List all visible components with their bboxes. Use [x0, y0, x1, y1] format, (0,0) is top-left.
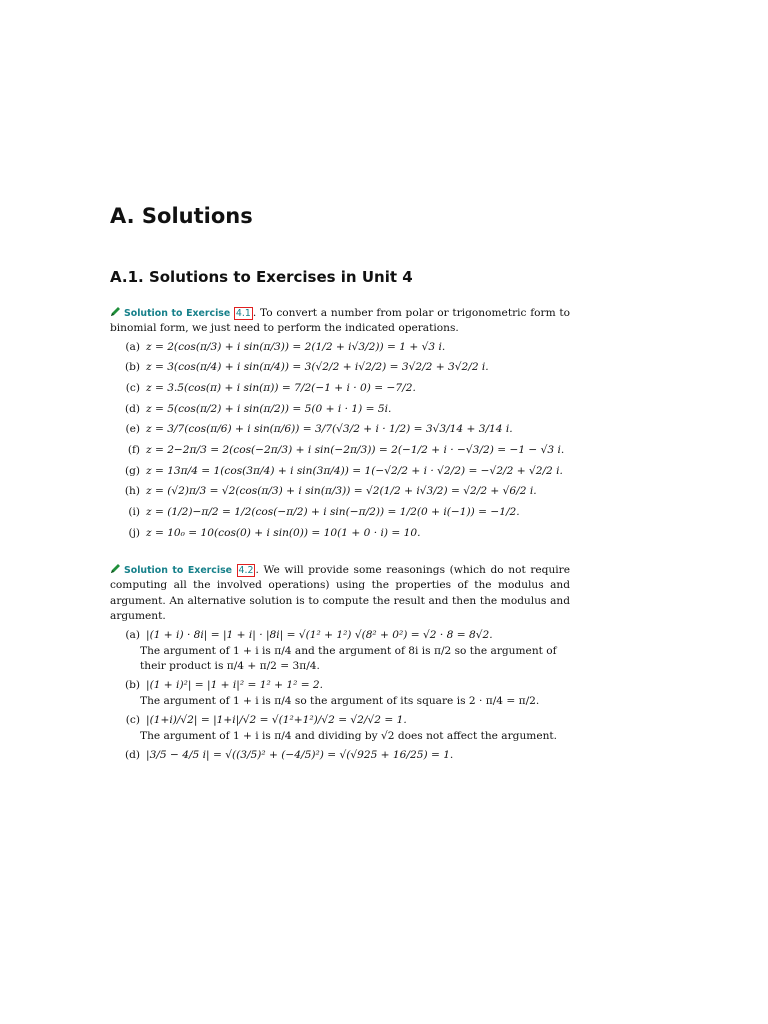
- solution-intro-text: . We will provide some reasonings (which do not require computing all the involved operations) using the properties of the modulus and argument. An alternative solution is to compute the result and then the modulus and argument.: [110, 564, 570, 622]
- list-item: [110, 440, 570, 461]
- answer-row: [110, 711, 570, 729]
- argument-note: The argument of 1 + i is π/4 and dividing by √2 does not affect the argument.: [140, 730, 558, 743]
- item-label: (h): [124, 485, 140, 498]
- argument-note: The argument of 1 + i is π/4 so the argument of its square is 2 · π/4 = π/2.: [140, 695, 540, 708]
- item-label: (c): [125, 714, 140, 727]
- item-label: (g): [124, 464, 140, 477]
- answer-row: [110, 676, 570, 694]
- solution-heading: [110, 308, 253, 319]
- equation: |3/5 − 4/5 i| = √((3/5)² + (−4/5)²) = √(√925 + 16/25) = 1.: [146, 749, 454, 762]
- equation: z = 10₀ = 10(cos(0) + i sin(0)) = 10(1 + 0 · i) = 10.: [146, 526, 421, 539]
- solution-intro: [110, 306, 570, 337]
- item-label: (d): [124, 402, 140, 415]
- equation: |(1 + i) · 8i| = |1 + i| · |8i| = √(1² + 1²) √(8² + 0²) = √2 · 8 = 8√2.: [146, 629, 493, 642]
- list-item: [110, 461, 570, 482]
- exercise-link[interactable]: 4.1: [235, 308, 251, 319]
- section-title: A.1. Solutions to Exercises in Unit 4: [110, 268, 413, 286]
- equation: |(1 + i)²| = |1 + i|² = 1² + 1² = 2.: [146, 679, 324, 692]
- item-label: (b): [124, 679, 140, 692]
- answer-list: [110, 626, 570, 764]
- list-item: [110, 419, 570, 440]
- list-item: [110, 676, 570, 709]
- item-label: (c): [125, 381, 140, 394]
- equation: z = 5(cos(π/2) + i sin(π/2)) = 5(0 + i · 1) = 5i.: [146, 402, 392, 415]
- answer-row: [110, 626, 570, 644]
- list-item: [110, 399, 570, 420]
- argument-note: The argument of 1 + i is π/4 and the argument of 8i is π/2 so the argument of their product is π/4 + π/2 = 3π/4.: [140, 645, 557, 673]
- list-item: [110, 502, 570, 523]
- item-label: (i): [128, 506, 140, 519]
- equation: z = (√2)π/3 = √2(cos(π/3) + i sin(π/3)) = √2(1/2 + i√3/2) = √2/2 + √6/2 i.: [146, 485, 537, 498]
- list-item: [110, 746, 570, 764]
- equation: |(1+i)/√2| = |1+i|/√2 = √(1²+1²)/√2 = √2/√2 = 1.: [146, 714, 407, 727]
- exercise-link[interactable]: 4.2: [238, 565, 254, 576]
- item-label: (a): [125, 340, 140, 353]
- equation: z = 2−2π/3 = 2(cos(−2π/3) + i sin(−2π/3)) = 2(−1/2 + i · −√3/2) = −1 − √3 i.: [146, 444, 565, 457]
- item-label: (d): [124, 749, 140, 762]
- list-item: [110, 711, 570, 744]
- list-item: [110, 481, 570, 502]
- list-item: [110, 357, 570, 378]
- equation: z = 3.5(cos(π) + i sin(π)) = 7/2(−1 + i · 0) = −7/2.: [146, 381, 416, 394]
- pencil-icon: [110, 306, 121, 317]
- list-item: [110, 378, 570, 399]
- equation: z = 13π/4 = 1(cos(3π/4) + i sin(3π/4)) = 1(−√2/2 + i · √2/2) = −√2/2 + √2/2 i.: [146, 464, 563, 477]
- item-label: (j): [128, 526, 140, 539]
- list-item: [110, 523, 570, 544]
- solution-heading-label: Solution to Exercise: [124, 565, 233, 576]
- equation: z = 2(cos(π/3) + i sin(π/3)) = 2(1/2 + i√3/2)) = 1 + √3 i.: [146, 340, 446, 353]
- equation: z = 3/7(cos(π/6) + i sin(π/6)) = 3/7(√3/2 + i · 1/2) = 3√3/14 + 3/14 i.: [146, 423, 513, 436]
- solution-block: [110, 306, 570, 543]
- solution-heading: [110, 565, 255, 576]
- solution-heading-label: Solution to Exercise: [124, 308, 231, 319]
- item-label: (b): [124, 361, 140, 374]
- item-label: (f): [127, 444, 140, 457]
- list-item: [110, 337, 570, 358]
- chapter-title: A. Solutions: [110, 204, 253, 228]
- pencil-icon: [110, 563, 121, 574]
- solution-intro: [110, 563, 570, 624]
- item-label: (a): [125, 629, 140, 642]
- item-label: (e): [125, 423, 140, 436]
- list-item: [110, 626, 570, 674]
- equation: z = 3(cos(π/4) + i sin(π/4)) = 3(√2/2 + i√2/2) = 3√2/2 + 3√2/2 i.: [146, 361, 489, 374]
- equation: z = (1/2)−π/2 = 1/2(cos(−π/2) + i sin(−π/2)) = 1/2(0 + i(−1)) = −1/2.: [146, 506, 520, 519]
- answer-list: [110, 337, 570, 544]
- solution-intro-text: . To convert a number from polar or trigonometric form to binomial form, we just need to perform the indicated operations.: [110, 307, 571, 335]
- solution-block: [110, 563, 570, 764]
- answer-row: [110, 746, 570, 764]
